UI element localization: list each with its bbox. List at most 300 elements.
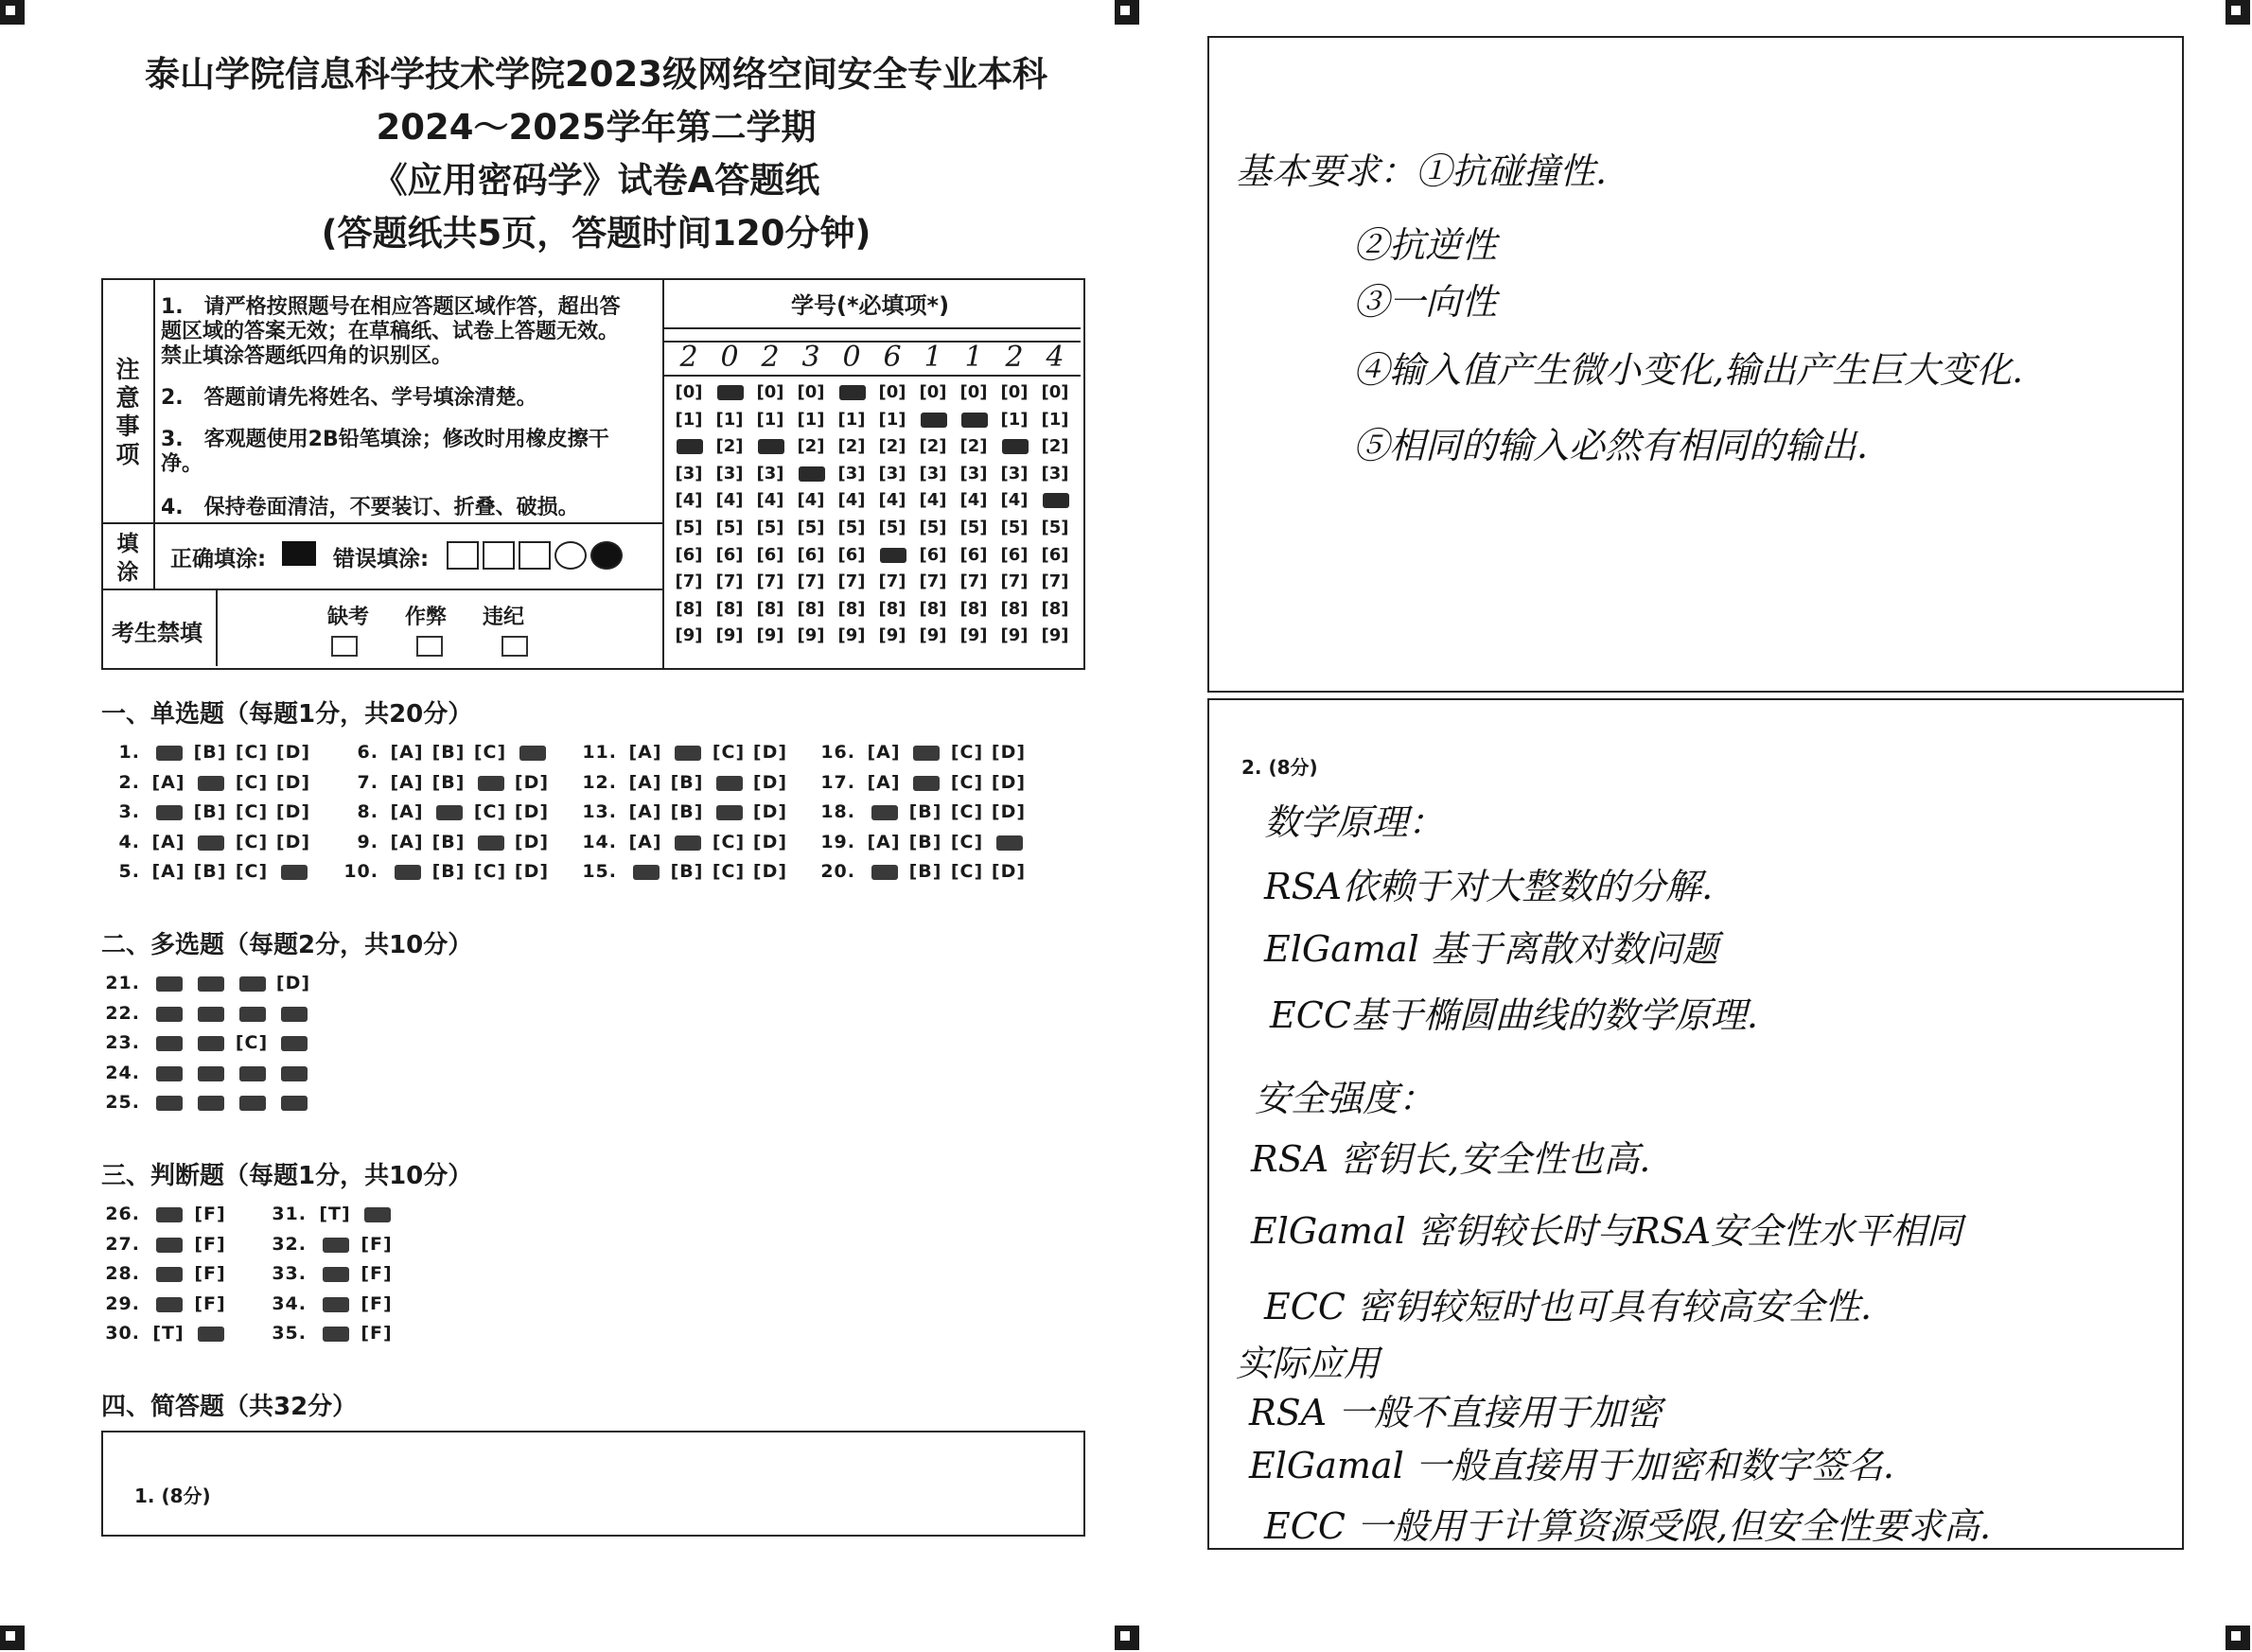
answer-bubble-t[interactable] (148, 1293, 189, 1314)
answer-bubble-t[interactable] (314, 1263, 356, 1284)
student-id-bubble[interactable]: [5] (878, 518, 906, 537)
q1-answer-box-start (101, 1431, 1085, 1537)
student-id-bubble[interactable]: [8] (675, 598, 703, 619)
header-line-4: (答题纸共5页，答题时间120分钟) (321, 213, 871, 254)
answer-bubble-a[interactable] (148, 1032, 189, 1053)
question-number: 4. (118, 831, 140, 852)
answer-bubble-d[interactable]: [D] (752, 742, 788, 763)
question-number: 35. (272, 1323, 307, 1344)
fill-label: 填涂 (116, 532, 139, 585)
answer-bubble-d[interactable] (511, 742, 553, 763)
answer-bubble-a[interactable] (863, 861, 905, 882)
student-id-bubble[interactable]: [0] (756, 382, 784, 402)
student-id-bubble[interactable]: [7] (715, 571, 744, 592)
answer-bubble-t[interactable] (148, 1263, 189, 1284)
answer2-line-8: ECC 密钥较短时也可具有较高安全性. (1264, 1286, 1873, 1327)
answer-bubble-c[interactable]: [C] (712, 742, 746, 763)
question-row (261, 1204, 397, 1224)
student-id-bubble[interactable] (954, 410, 994, 430)
corner-mark-bottom-left (0, 1626, 25, 1650)
student-id-bubble[interactable]: [5] (715, 518, 744, 537)
corner-mark-bottom-right (2226, 1626, 2250, 1650)
student-id-header: 学号(*必填项*) (791, 292, 950, 319)
question-number: 28. (105, 1263, 140, 1284)
student-id-bubble[interactable] (913, 410, 953, 430)
answer-bubble-c[interactable]: [C] (473, 861, 507, 882)
student-id-bubble[interactable]: [0] (1000, 382, 1029, 402)
question-row (95, 1323, 231, 1344)
answer-bubble-b[interactable] (189, 772, 231, 793)
student-id-bubble[interactable]: [8] (837, 598, 866, 619)
student-id-digit: 2 (1005, 341, 1024, 374)
student-id-bubble[interactable]: [6] (959, 544, 988, 565)
fill-correct-label: 正确填涂: (170, 547, 267, 571)
answer-bubble-t[interactable] (314, 1323, 356, 1344)
student-id-bubble[interactable]: [5] (837, 518, 866, 537)
question-row (95, 1263, 231, 1284)
answer-bubble-c[interactable]: [C] (712, 861, 746, 882)
header-line-2: 2024～2025学年第二学期 (376, 107, 817, 148)
answer-bubble-b[interactable] (905, 772, 946, 793)
student-id-bubble[interactable]: [5] (675, 518, 703, 537)
student-id-bubble[interactable]: [4] (715, 490, 744, 511)
answer-bubble-c[interactable] (231, 1003, 273, 1024)
question-number: 14. (582, 831, 617, 852)
student-id-bubble[interactable] (710, 382, 749, 402)
answer-bubble-c[interactable]: [C] (235, 1032, 269, 1053)
student-id-bubble[interactable]: [7] (675, 571, 703, 592)
question-number: 11. (582, 742, 617, 763)
answer-bubble-c[interactable]: [C] (950, 801, 984, 822)
student-id-bubble[interactable] (994, 436, 1034, 456)
student-id-bubble[interactable]: [6] (756, 544, 784, 565)
answer-bubble-a[interactable]: [A] (390, 742, 424, 763)
section4-title: 四、简答题（共32分） (101, 1393, 358, 1421)
question-row (95, 1234, 231, 1255)
student-id-bubble[interactable]: [5] (797, 518, 825, 537)
student-id-digit: 2 (761, 341, 780, 374)
answer-bubble-b[interactable]: [B] (670, 801, 704, 822)
answer-bubble-d[interactable]: [D] (752, 801, 788, 822)
divider (153, 280, 155, 590)
answer-bubble-b[interactable]: [B] (431, 742, 466, 763)
question-row (333, 861, 553, 882)
student-id-bubble[interactable]: [1] (756, 409, 784, 430)
student-id-bubble[interactable]: [1] (878, 409, 906, 430)
section2-title: 二、多选题（每题2分，共10分） (101, 931, 473, 959)
answer-bubble-c[interactable]: [C] (473, 742, 507, 763)
student-id-bubble[interactable]: [9] (675, 625, 703, 646)
forbid-label: 考生禁填 (112, 620, 202, 646)
answer-bubble-c[interactable]: [C] (235, 771, 269, 793)
question-row (95, 801, 314, 822)
student-id-bubble[interactable]: [7] (756, 571, 784, 592)
answer-bubble-d[interactable]: [D] (752, 861, 788, 882)
answer-bubble-a[interactable]: [A] (867, 742, 901, 763)
answer-bubble-t[interactable]: [T] (152, 1323, 185, 1344)
answer-bubble-b[interactable]: [B] (908, 831, 942, 852)
student-id-bubble[interactable]: [0] (959, 382, 988, 402)
question-number: 16. (820, 742, 855, 763)
answer-bubble-a[interactable]: [A] (867, 771, 901, 793)
student-id-bubble[interactable]: [9] (1041, 625, 1069, 646)
student-id-bubble[interactable]: [1] (797, 409, 825, 430)
student-id-bubble[interactable]: [9] (715, 625, 744, 646)
answer-bubble-d[interactable] (273, 1092, 314, 1113)
answer-bubble-b[interactable]: [B] (193, 801, 227, 822)
student-id-bubble[interactable]: [7] (959, 571, 988, 592)
student-id-bubble[interactable]: [1] (715, 409, 744, 430)
question-number: 7. (357, 771, 378, 793)
answer-bubble-b[interactable] (189, 973, 231, 993)
student-id-bubble[interactable]: [5] (756, 518, 784, 537)
student-id-bubble[interactable]: [7] (797, 571, 825, 592)
answer-bubble-f[interactable]: [F] (361, 1263, 393, 1284)
student-id-bubble[interactable]: [8] (878, 598, 906, 619)
student-id-bubble[interactable]: [3] (959, 463, 988, 483)
answer-bubble-a[interactable] (148, 1063, 189, 1083)
student-id-bubble[interactable]: [4] (756, 490, 784, 511)
answer-bubble-t[interactable] (314, 1234, 356, 1255)
divider (103, 589, 663, 590)
answer-bubble-c[interactable] (231, 1092, 273, 1113)
question-row (572, 861, 791, 882)
answer-bubble-c[interactable]: [C] (950, 861, 984, 882)
student-id-bubble[interactable]: [0] (797, 382, 825, 402)
question-number: 31. (272, 1204, 307, 1224)
answer-bubble-c[interactable] (469, 832, 511, 852)
answer-bubble-a[interactable]: [A] (151, 831, 185, 852)
answer-bubble-b[interactable] (905, 742, 946, 763)
answer-bubble-b[interactable]: [B] (431, 771, 466, 793)
student-id-bubble[interactable]: [6] (919, 544, 947, 565)
student-id-bubble[interactable]: [6] (715, 544, 744, 565)
question-number: 2. (118, 771, 140, 793)
answer-bubble-f[interactable]: [F] (194, 1204, 226, 1224)
student-id-bubble[interactable]: [1] (1000, 409, 1029, 430)
answer-bubble-f[interactable] (356, 1204, 397, 1224)
answer-bubble-c[interactable]: [C] (235, 831, 269, 852)
answer-bubble-b[interactable] (666, 832, 708, 852)
question-row (261, 1234, 397, 1255)
student-id-bubble[interactable] (872, 545, 912, 565)
student-id-bubble[interactable]: [9] (919, 625, 947, 646)
student-id-digit: 2 (679, 341, 698, 374)
question-number: 10. (343, 861, 378, 882)
student-id-bubble[interactable]: [3] (878, 463, 906, 483)
answer-bubble-b[interactable]: [B] (193, 861, 227, 882)
answer-bubble-d[interactable]: [D] (752, 771, 788, 793)
forbid-checkbox-violation[interactable] (501, 636, 528, 657)
answer-bubble-c[interactable]: [C] (950, 742, 984, 763)
answer-bubble-b[interactable]: [B] (670, 861, 704, 882)
answer-bubble-d[interactable]: [D] (275, 831, 311, 852)
answer-bubble-b[interactable] (189, 1003, 231, 1024)
answer-bubble-d[interactable]: [D] (752, 831, 788, 852)
student-id-bubble[interactable]: [8] (1000, 598, 1029, 619)
student-id-bubble[interactable]: [3] (837, 463, 866, 483)
question-row (95, 1063, 314, 1083)
student-id-bubble[interactable]: [6] (1041, 544, 1069, 565)
student-id-bubble[interactable]: [0] (919, 382, 947, 402)
answer-bubble-f[interactable]: [F] (361, 1292, 393, 1314)
student-id-bubble[interactable]: [4] (1000, 490, 1029, 511)
question-row (261, 1293, 397, 1314)
forbid-option-cheat: 作弊 (405, 606, 448, 629)
student-id-bubble[interactable]: [0] (878, 382, 906, 402)
answer-bubble-t[interactable] (148, 1234, 189, 1255)
answer2-line-6: RSA 密钥长,安全性也高. (1251, 1138, 1651, 1180)
question-number: 32. (272, 1233, 307, 1255)
answer-bubble-c[interactable] (231, 1063, 273, 1083)
answer-bubble-b[interactable] (189, 1032, 231, 1053)
answer-bubble-a[interactable] (863, 801, 905, 822)
answer-bubble-d[interactable] (273, 1032, 314, 1053)
student-id-bubble[interactable]: [7] (1000, 571, 1029, 592)
student-id-bubble[interactable]: [1] (837, 409, 866, 430)
student-id-bubble[interactable]: [4] (837, 490, 866, 511)
question-number: 19. (820, 831, 855, 852)
answer2-line-11: ElGamal 一般直接用于加密和数字签名. (1249, 1445, 1894, 1486)
question-row (333, 772, 553, 793)
answer-bubble-f[interactable]: [F] (361, 1323, 393, 1344)
student-id-bubble[interactable]: [3] (675, 463, 703, 483)
student-id-bubble[interactable]: [3] (919, 463, 947, 483)
student-id-bubble[interactable] (791, 464, 831, 483)
student-id-bubble[interactable]: [0] (1041, 382, 1069, 402)
question-number: 1. (118, 742, 140, 763)
student-id-bubble[interactable]: [2] (959, 436, 988, 457)
student-id-bubble[interactable]: [9] (878, 625, 906, 646)
student-id-bubble[interactable]: [8] (919, 598, 947, 619)
student-id-bubble[interactable]: [3] (1000, 463, 1029, 483)
answer-bubble-c[interactable] (708, 772, 749, 793)
student-id-digit: 0 (720, 341, 739, 374)
answer2-line-7: ElGamal 密钥较长时与RSA安全性水平相同 (1251, 1210, 1962, 1252)
student-id-digit: 4 (1046, 341, 1064, 374)
answer-bubble-d[interactable] (273, 1003, 314, 1024)
question-row (810, 801, 1029, 822)
answer-bubble-c[interactable]: [C] (950, 831, 984, 852)
answer-bubble-d[interactable]: [D] (991, 801, 1027, 822)
question-row (261, 1263, 397, 1284)
student-id-bubble[interactable]: [4] (919, 490, 947, 511)
answer-bubble-c[interactable]: [C] (950, 771, 984, 793)
answer-bubble-a[interactable] (148, 973, 189, 993)
student-id-bubble[interactable]: [7] (1041, 571, 1069, 592)
student-id-bubble[interactable]: [8] (756, 598, 784, 619)
answer-bubble-c[interactable]: [C] (473, 801, 507, 822)
answer-bubble-c[interactable] (231, 973, 273, 993)
answer-bubble-b[interactable]: [B] (193, 742, 227, 763)
answer-bubble-a[interactable]: [A] (628, 771, 662, 793)
answer-bubble-b[interactable] (189, 1092, 231, 1113)
answer-bubble-a[interactable]: [A] (151, 861, 185, 882)
student-id-bubble[interactable]: [6] (837, 544, 866, 565)
answer-bubble-d[interactable] (988, 832, 1029, 852)
student-id-bubble[interactable]: [8] (715, 598, 744, 619)
student-id-bubble[interactable]: [1] (1041, 409, 1069, 430)
answer-bubble-a[interactable] (148, 742, 189, 763)
question-number: 3. (118, 801, 140, 822)
answer-bubble-f[interactable]: [F] (194, 1292, 226, 1314)
student-id-bubble[interactable]: [6] (797, 544, 825, 565)
answer-bubble-b[interactable]: [B] (908, 861, 942, 882)
student-id-bubble[interactable] (1035, 490, 1075, 510)
student-id-bubble[interactable]: [2] (715, 436, 744, 457)
student-id-bubble[interactable]: [3] (715, 463, 744, 483)
answer-bubble-b[interactable]: [B] (670, 771, 704, 793)
answer-bubble-a[interactable] (148, 1092, 189, 1113)
student-id-bubble[interactable]: [4] (797, 490, 825, 511)
answer-bubble-b[interactable] (666, 742, 708, 763)
answer-bubble-b[interactable] (428, 801, 469, 822)
answer-bubble-f[interactable]: [F] (194, 1233, 226, 1255)
student-id-bubble[interactable]: [5] (959, 518, 988, 537)
answer-bubble-d[interactable]: [D] (275, 973, 311, 993)
student-id-bubble[interactable] (832, 382, 871, 402)
forbid-checkbox-absent[interactable] (331, 636, 358, 657)
answer-bubble-f[interactable] (189, 1323, 231, 1344)
question-number: 12. (582, 771, 617, 793)
student-id-bubble[interactable]: [3] (1041, 463, 1069, 483)
student-id-bubble[interactable]: [2] (919, 436, 947, 457)
student-id-bubble[interactable]: [9] (959, 625, 988, 646)
answer2-line-4: ECC基于椭圆曲线的数学原理. (1270, 994, 1758, 1036)
answer-bubble-a[interactable] (386, 861, 428, 882)
answer-bubble-b[interactable]: [B] (431, 831, 466, 852)
student-id-digit: 3 (801, 341, 820, 374)
forbid-option-violation: 违纪 (483, 606, 525, 629)
correct-fill-sample (282, 541, 316, 566)
question-row (572, 772, 791, 793)
corner-mark-top-center (1115, 0, 1139, 25)
student-id-bubble[interactable]: [8] (959, 598, 988, 619)
question-number: 9. (357, 831, 378, 852)
question-number: 21. (105, 973, 140, 993)
question-row (95, 772, 314, 793)
answer-bubble-c[interactable] (469, 772, 511, 793)
student-id-bubble[interactable]: [0] (675, 382, 703, 402)
student-id-bubble[interactable]: [9] (797, 625, 825, 646)
question-row (810, 742, 1029, 763)
answer-bubble-d[interactable]: [D] (514, 771, 550, 793)
answer-bubble-b[interactable]: [B] (908, 801, 942, 822)
note-item-3: 3. 客观题使用2B铅笔填涂；修改时用橡皮擦干净。 (161, 428, 609, 476)
note-item-1: 1. 请严格按照题号在相应答题区域作答，超出答题区域的答案无效；在草稿纸、试卷上答题无效。禁止填涂答题纸四角的识别区。 (161, 295, 621, 368)
answer-bubble-c[interactable]: [C] (235, 742, 269, 763)
question-number: 30. (105, 1323, 140, 1344)
answer-bubble-d[interactable]: [D] (991, 861, 1027, 882)
answer-bubble-b[interactable] (189, 1063, 231, 1083)
student-id-bubble[interactable]: [6] (1000, 544, 1029, 565)
student-id-bubble[interactable]: [2] (1041, 436, 1069, 457)
answer-bubble-f[interactable]: [F] (194, 1263, 226, 1284)
student-id-bubble[interactable]: [4] (675, 490, 703, 511)
question-row (95, 1204, 231, 1224)
answer-bubble-d[interactable] (273, 861, 314, 882)
answer-bubble-a[interactable]: [A] (390, 801, 424, 822)
question-row (572, 801, 791, 822)
student-id-bubble[interactable]: [7] (919, 571, 947, 592)
answer-bubble-a[interactable]: [A] (151, 771, 185, 793)
answer-bubble-c[interactable]: [C] (235, 801, 269, 822)
student-id-bubble[interactable]: [3] (756, 463, 784, 483)
question-row (810, 861, 1029, 882)
q1-label: 1. (8分) (134, 1485, 211, 1507)
student-id-bubble[interactable]: [2] (797, 436, 825, 457)
answer-bubble-a[interactable] (148, 1003, 189, 1024)
student-id-bubble[interactable]: [9] (837, 625, 866, 646)
student-id-bubble[interactable]: [2] (837, 436, 866, 457)
student-id-bubble[interactable]: [7] (837, 571, 866, 592)
question-number: 18. (820, 801, 855, 822)
answer-bubble-t[interactable] (314, 1293, 356, 1314)
student-id-bubble[interactable]: [4] (878, 490, 906, 511)
student-id-bubble[interactable]: [5] (919, 518, 947, 537)
student-id-bubble[interactable]: [7] (878, 571, 906, 592)
student-id-bubble[interactable]: [2] (878, 436, 906, 457)
answer-bubble-a[interactable]: [A] (867, 831, 901, 852)
answer-bubble-f[interactable]: [F] (361, 1233, 393, 1255)
answer-bubble-d[interactable]: [D] (991, 771, 1027, 793)
answer-bubble-a[interactable]: [A] (628, 831, 662, 852)
student-id-bubble[interactable] (750, 436, 790, 456)
answer-bubble-d[interactable]: [D] (275, 742, 311, 763)
student-id-bubble[interactable]: [5] (1000, 518, 1029, 537)
answer-bubble-a[interactable] (625, 861, 666, 882)
answer-bubble-d[interactable]: [D] (991, 742, 1027, 763)
answer-bubble-d[interactable]: [D] (275, 801, 311, 822)
answer-bubble-a[interactable]: [A] (390, 831, 424, 852)
student-id-bubble[interactable]: [6] (675, 544, 703, 565)
header-line-3: 《应用密码学》试卷A答题纸 (372, 160, 820, 201)
answer-bubble-c[interactable] (708, 801, 749, 822)
student-id-bubble[interactable]: [8] (797, 598, 825, 619)
answer-bubble-c[interactable]: [C] (235, 861, 269, 882)
answer-bubble-c[interactable]: [C] (712, 831, 746, 852)
answer-bubble-d[interactable]: [D] (514, 861, 550, 882)
answer-bubble-a[interactable]: [A] (390, 771, 424, 793)
student-id-bubble[interactable]: [1] (675, 409, 703, 430)
divider (216, 590, 218, 666)
note-item-4: 4. 保持卷面清洁，不要装订、折叠、破损。 (161, 496, 579, 519)
answer-bubble-d[interactable]: [D] (514, 801, 550, 822)
answer1-line-1: 基本要求：①抗碰撞性. (1236, 150, 1608, 192)
answer-bubble-t[interactable]: [T] (319, 1204, 351, 1224)
student-id-bubble[interactable]: [8] (1041, 598, 1069, 619)
answer-bubble-a[interactable]: [A] (628, 742, 662, 763)
question-row (572, 742, 791, 763)
question-row (95, 973, 314, 993)
student-id-bubble[interactable] (669, 436, 709, 456)
answer-bubble-t[interactable] (148, 1204, 189, 1224)
answer-bubble-b[interactable]: [B] (431, 861, 466, 882)
student-id-bubble[interactable]: [9] (756, 625, 784, 646)
student-id-bubble[interactable]: [5] (1041, 518, 1069, 537)
answer-bubble-d[interactable] (273, 1063, 314, 1083)
answer-bubble-b[interactable] (189, 832, 231, 852)
answer-bubble-d[interactable]: [D] (514, 831, 550, 852)
answer-bubble-a[interactable] (148, 801, 189, 822)
answer-bubble-a[interactable]: [A] (628, 801, 662, 822)
student-id-bubble[interactable]: [4] (959, 490, 988, 511)
answer-bubble-d[interactable]: [D] (275, 771, 311, 793)
student-id-bubble[interactable]: [9] (1000, 625, 1029, 646)
divider (664, 327, 1081, 329)
question-number: 13. (582, 801, 617, 822)
forbid-checkbox-cheat[interactable] (416, 636, 443, 657)
